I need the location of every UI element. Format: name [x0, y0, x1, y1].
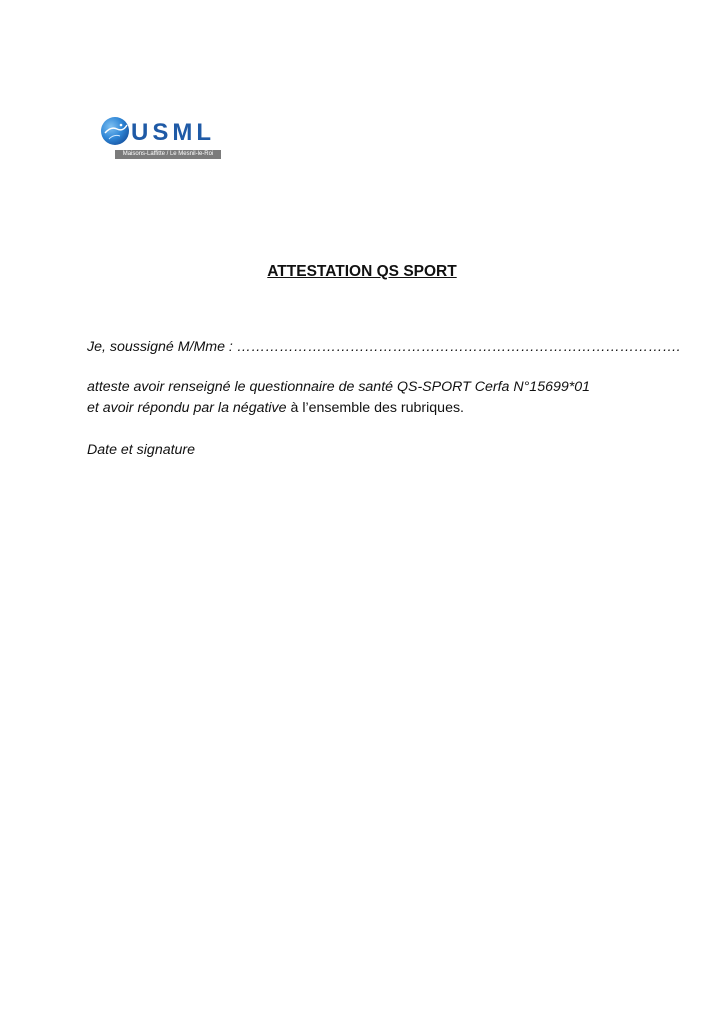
document-title: ATTESTATION QS SPORT [267, 263, 457, 280]
logo-wordmark: USML [131, 119, 215, 146]
globe-logo-icon [100, 116, 130, 146]
attestation-line: atteste avoir renseigné le questionnaire de santé QS-SPORT Cerfa N°15699*01 [87, 379, 591, 395]
negative-answers-line [87, 399, 464, 417]
name-declaration-line: Je, soussigné M/Mme : …………………………………………………………………………………. [87, 339, 681, 355]
logo-tagline: Maisons-Laffitte / Le Mesnil-le-Roi [115, 150, 221, 159]
all-sections-text: à l’ensemble des rubriques. [290, 400, 464, 416]
usml-logo [98, 114, 224, 162]
date-signature-label: Date et signature [87, 442, 196, 458]
negative-answers-text: et avoir répondu par la négative [87, 400, 291, 416]
